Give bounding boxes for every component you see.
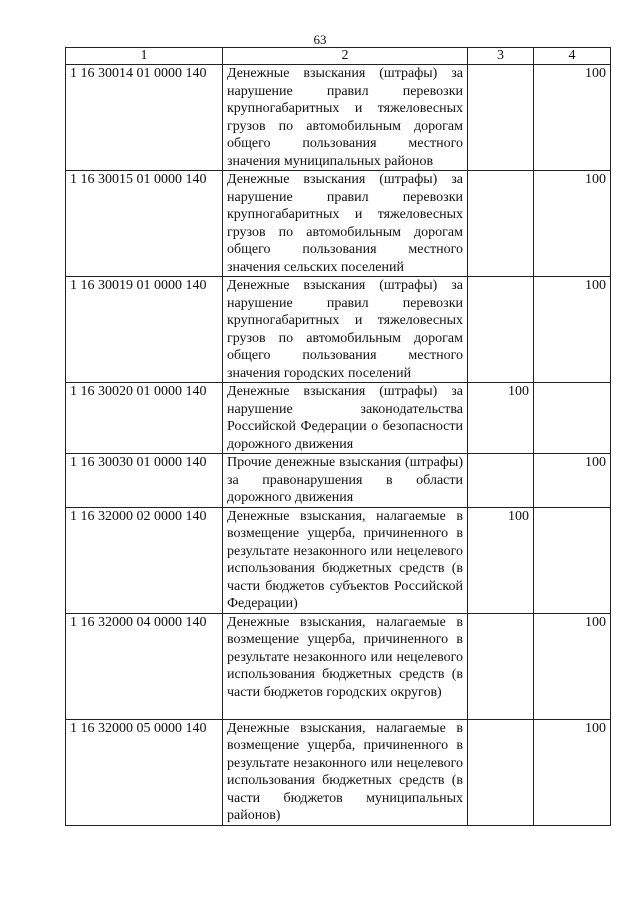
column-header: 3 (468, 48, 534, 65)
description-cell: Денежные взыскания (штрафы) за нарушение законодательства Российской Федерации о безопасности дорожного движения (223, 383, 468, 454)
column-4-value: 100 (534, 65, 611, 171)
column-3-value (468, 277, 534, 383)
column-4-value (534, 383, 611, 454)
table-row (66, 507, 611, 613)
budget-revenue-table (65, 47, 611, 826)
column-4-value: 100 (534, 613, 611, 719)
description-cell: Денежные взыскания (штрафы) за нарушение правил перевозки крупногабаритных и тяжеловесных грузов по автомобильным дорогам общего пользования местного значения сельских поселений (223, 171, 468, 277)
table-row (66, 454, 611, 508)
column-3-value: 100 (468, 383, 534, 454)
table-row (66, 65, 611, 171)
budget-code-cell: 1 16 30020 01 0000 140 (66, 383, 223, 454)
column-4-value: 100 (534, 719, 611, 825)
table-row (66, 383, 611, 454)
budget-code-cell: 1 16 30015 01 0000 140 (66, 171, 223, 277)
table-row (66, 613, 611, 719)
description-cell: Денежные взыскания, налагаемые в возмещение ущерба, причиненного в результате незаконного или нецелевого использования бюджетных средств (в части бюджетов муниципальных районов) (223, 719, 468, 825)
table-row (66, 719, 611, 825)
budget-code-cell: 1 16 32000 05 0000 140 (66, 719, 223, 825)
description-cell: Денежные взыскания (штрафы) за нарушение правил перевозки крупногабаритных и тяжеловесных грузов по автомобильным дорогам общего пользования местного значения муниципальных районов (223, 65, 468, 171)
budget-code-cell: 1 16 32000 02 0000 140 (66, 507, 223, 613)
column-3-value (468, 613, 534, 719)
table-header-row (66, 48, 611, 65)
column-3-value (468, 719, 534, 825)
budget-code-cell: 1 16 32000 04 0000 140 (66, 613, 223, 719)
page-number: 63 (313, 32, 327, 47)
budget-code-cell: 1 16 30019 01 0000 140 (66, 277, 223, 383)
description-cell: Денежные взыскания, налагаемые в возмещение ущерба, причиненного в результате незаконного или нецелевого использования бюджетных средств (в части бюджетов субъектов Российской Федерации) (223, 507, 468, 613)
column-4-value: 100 (534, 277, 611, 383)
column-3-value (468, 65, 534, 171)
column-3-value: 100 (468, 507, 534, 613)
column-4-value (534, 507, 611, 613)
column-header: 1 (66, 48, 223, 65)
column-header: 2 (223, 48, 468, 65)
column-3-value (468, 171, 534, 277)
column-header: 4 (534, 48, 611, 65)
column-4-value: 100 (534, 171, 611, 277)
budget-code-cell: 1 16 30014 01 0000 140 (66, 65, 223, 171)
budget-code-cell: 1 16 30030 01 0000 140 (66, 454, 223, 508)
description-cell: Прочие денежные взыскания (штрафы) за правонарушения в области дорожного движения (223, 454, 468, 508)
table-row (66, 277, 611, 383)
column-3-value (468, 454, 534, 508)
column-4-value: 100 (534, 454, 611, 508)
description-cell: Денежные взыскания, налагаемые в возмещение ущерба, причиненного в результате незаконного или нецелевого использования бюджетных средств (в части бюджетов городских округов) (223, 613, 468, 719)
table-row (66, 171, 611, 277)
description-cell: Денежные взыскания (штрафы) за нарушение правил перевозки крупногабаритных и тяжеловесных грузов по автомобильным дорогам общего пользования местного значения городских поселений (223, 277, 468, 383)
